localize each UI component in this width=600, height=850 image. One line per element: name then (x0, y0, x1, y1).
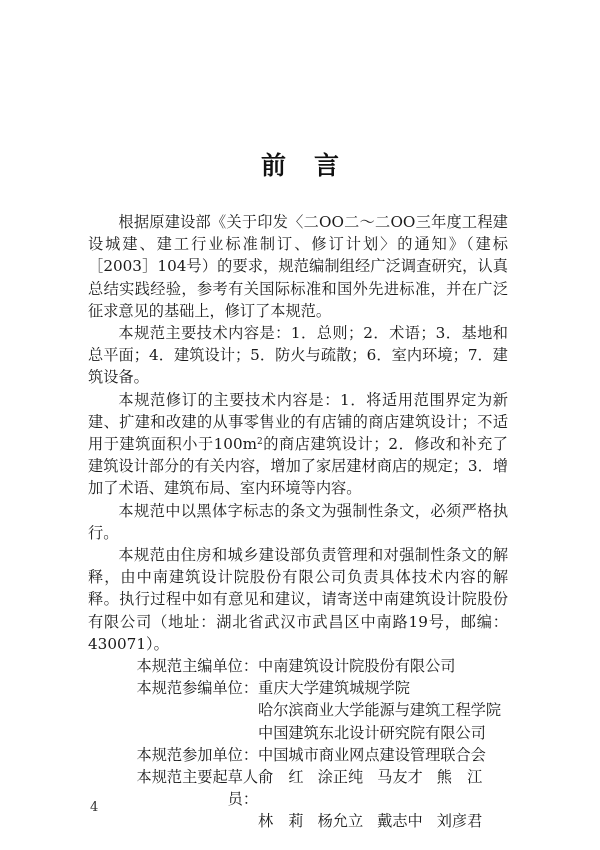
drafter-name: 林 莉 (258, 812, 304, 831)
co-editor-value: 哈尔滨商业大学能源与建筑工程学院 (258, 701, 501, 720)
drafter-name: 刘彦君 (436, 812, 483, 831)
paragraph-background: 根据原建设部《关于印发〈二OO二～二OO三年度工程建设城建、建工行业标准制订、修订计划〉的通知》（建标［2003］104号）的要求，规范编制组经广泛调查研究，认真总结实践经验，参考有关国际标准和国外先进标准，并在广泛征求意见的基础上，修订了本规范。 (88, 213, 508, 320)
co-editor-label: 本规范参编单位： (136, 679, 258, 698)
co-editor-row (88, 677, 508, 699)
paragraph-revisions (88, 389, 508, 500)
drafter-name: 俞 红 (258, 768, 304, 787)
preface-body (88, 211, 508, 833)
drafter-name: 杨允立 (317, 812, 364, 831)
paragraph-main-content: 本规范主要技术内容是：1．总则；2．术语；3．基地和总平面；4．建筑设计；5．防火与疏散；6．室内环境；7．建筑设备。 (88, 324, 508, 387)
participant-row (88, 744, 508, 766)
chief-editor-row (88, 655, 508, 677)
drafters-list (258, 766, 508, 810)
revisions-text-b: 的商店建筑设计；2．修改和补充了建筑设计部分的有关内容，增加了家居建材商店的规定；3．增加了术语、建筑布局、室内环境等内容。 (88, 435, 508, 498)
chief-editor-label: 本规范主编单位： (136, 657, 258, 676)
paragraph-management: 本规范由住房和城乡建设部负责管理和对强制性条文的解释，由中南建筑设计院股份有限公司负责具体技术内容的解释。执行过程中如有意见和建议，请寄送中南建筑设计院股份有限公司（地址：湖北省武汉市武昌区中南路19号，邮编：430071）。 (88, 546, 508, 653)
drafter-name: 马友才 (377, 768, 423, 787)
drafters-label: 本规范主要起草人员： (136, 768, 258, 809)
drafter-name: 熊 江 (436, 768, 483, 787)
participant-label: 本规范参加单位： (136, 745, 258, 764)
page-number: 4 (90, 800, 99, 815)
chief-editor-value: 中南建筑设计院股份有限公司 (258, 657, 456, 676)
drafter-name: 涂正纯 (317, 768, 364, 787)
revisions-text-a: 本规范修订的主要技术内容是：1．将适用范围界定为新建、扩建和改建的从事零售业的有店铺的商店建筑设计；不适用于建筑面积小于100m (88, 390, 508, 454)
co-editor-value: 中国建筑东北设计研究院有限公司 (258, 723, 486, 742)
drafters-list (88, 810, 508, 832)
page-title: 前言 (260, 151, 367, 180)
paragraph-mandatory-clauses: 本规范中以黑体字标志的条文为强制性条文，必须严格执行。 (88, 501, 508, 542)
drafters-row (88, 766, 508, 810)
drafter-name: 戴志中 (377, 812, 423, 831)
participant-value: 中国城市商业网点建设管理联合会 (258, 745, 486, 764)
superscript-2: 2 (257, 437, 263, 448)
co-editor-value: 重庆大学建筑城规学院 (258, 679, 410, 698)
